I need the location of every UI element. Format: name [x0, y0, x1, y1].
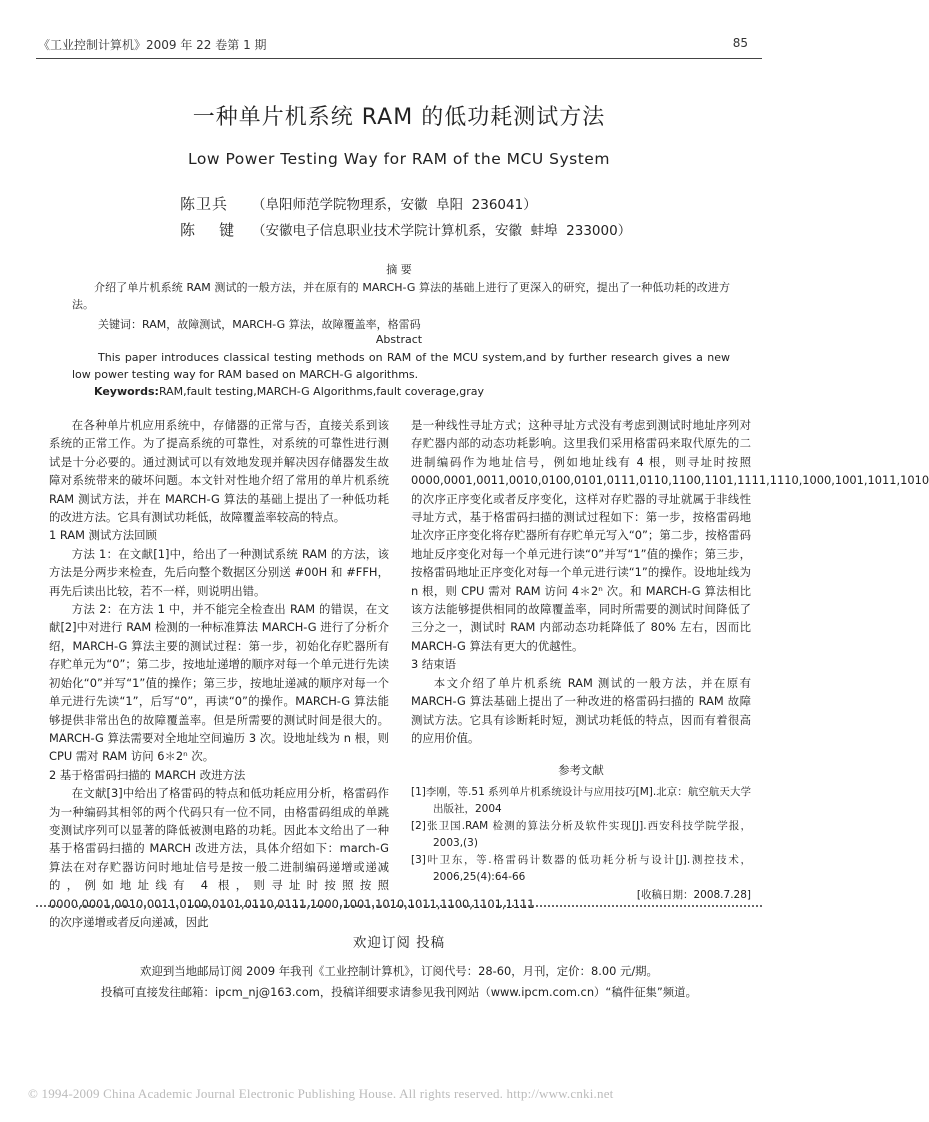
title-cn: 一种单片机系统 RAM 的低功耗测试方法	[192, 105, 606, 130]
author-1	[180, 193, 537, 214]
author-name: 陈 键	[180, 221, 236, 239]
keywords-cn-value: RAM，故障测试，MARCH-G 算法，故障覆盖率，格雷码	[142, 318, 421, 331]
promo-submit: 投稿可直接发往邮箱：ipcm_nj@163.com，投稿详细要求请参见我刊网站（www.ipcm.com.cn）“稿件征集”频道。	[101, 985, 697, 999]
page-number: 85	[732, 36, 748, 50]
keywords-cn	[72, 316, 730, 333]
keywords-en	[72, 383, 730, 400]
paragraph: 在文献[3]中给出了格雷码的特点和低功耗应用分析，格雷码作为一种编码其相邻的两个代码只有一位不同，由格雷码组成的单跳变测试序列可以显著的降低被测电路的功耗。因此本文给出了一种基于格雷码扫描的 MARCH 改进方法，具体介绍如下：march-G 算法在对存贮器访问时地址信号是按一般二进制编码递增或递减的，例如地址线有 4 根，则寻址时按照按照 0000,0001,0010,0011,0100,0101,0110,0111,1000,1001,1010,1011,1100,1101,1111 的次序递增或者反向递减，因此	[49, 786, 535, 929]
header-rule	[36, 58, 762, 59]
paragraph: 方法 1：在文献[1]中，给出了一种测试系统 RAM 的方法，该方法是分两步来检查，先后向整个数据区分别送 #00H 和 #FFH，再先后读出比较，若不一样，则说明出错。	[49, 546, 389, 598]
section-heading: 1 RAM 测试方法回顾	[49, 528, 157, 543]
paragraph: 方法 2：在方法 1 中，并不能完全检查出 RAM 的错误，在文献[2]中对进行 RAM 检测的一种标准算法 MARCH-G 进行了分析介绍，MARCH-G 算法主要的测试过程：第一步，初始化存贮器所有存贮单元为“0”；第二步，按地址递增的顺序对每一个单元进行先读初始化“0”并写“1”值的操作；第三步，按地址递减的顺序对每一个单元进行先读“1”，后写“0”，再读“0”的操作。MARCH-G 算法能够提供非常出色的故障覆盖率。但是所需要的测试时间是很大的。MARCH-G 算法需要对全地址空间遍历 3 次。设地址线为 n 根，则 CPU 需对 RAM 访问 6＊2ⁿ 次。	[49, 602, 389, 764]
abstract-en-heading: Abstract	[375, 333, 423, 346]
author-affiliation: （安徽电子信息职业技术学院计算机系，安徽 蚌埠 233000）	[252, 223, 632, 239]
reference-item: [3]叶卫东，等.格雷码计数器的低功耗分析与设计[J].测控技术，2006,25(4):64-66	[411, 853, 751, 883]
promo-subscribe: 欢迎到当地邮局订阅 2009 年我刊《工业控制计算机》，订阅代号：28-60，月刊，定价：8.00 元/期。	[140, 964, 658, 978]
abstract-cn-heading: 摘 要	[386, 263, 412, 276]
promo-title: 欢迎订阅 投稿	[352, 935, 446, 951]
keywords-cn-label: 关键词：	[98, 318, 142, 331]
paragraph: 是一种线性寻址方式；这种寻址方式没有考虑到测试时地址序列对存贮器内部的动态功耗影响。这里我们采用格雷码来取代原先的二进制编码作为地址信号，例如地址线有 4 根，则寻址时按照 0000,0001,0011,0010,0100,0101,0111,0110,1100,1101,1111,1110,1000,1001,1011,1010 的次序正序变化或者反序变化，这样对存贮器的寻址就属于非线性寻址方式，基于格雷码扫描的测试过程如下：第一步，按格雷码地址次序正序变化将存贮器所有存贮单元写入“0”；第二步，按格雷码地址反序变化对每一个单元进行读“0”并写“1”值的操作；第三步，按格雷码地址正序变化对每一个单元进行读“1”的操作。设地址线为 n 根，则 CPU 需对 RAM 访问 4＊2ⁿ 次。和 MARCH-G 算法相比该方法能够提供相同的故障覆盖率，同时所需要的测试时间降低了三分之一，测试时 RAM 内部动态功耗降低了 80% 左右，因而比 MARCH-G 算法有更大的优越性。	[411, 418, 929, 653]
paragraph: 在各种单片机应用系统中，存储器的正常与否，直接关系到该系统的正常工作。为了提高系统的可靠性，对系统的可靠性进行测试是十分必要的。通过测试可以有效地发现并解决因存储器发生故障对系统带来的破坏问题。本文针对性地介绍了常用的单片机系统 RAM 测试方法，并在 MARCH-G 算法的基础上提出了一种低功耗的改进方法。它具有测试功耗低，故障覆盖率较高的特点。	[49, 418, 389, 525]
section-heading: 3 结束语	[411, 657, 457, 672]
reference-item: [2]张卫国.RAM 检测的算法分析及软件实现[J].西安科技学院学报，2003,(3)	[411, 819, 751, 849]
abstract-en-text: This paper introduces classical testing methods on RAM of the MCU system,and by further research gives a new low power testing way for RAM based on MARCH-G algorithms.	[72, 351, 730, 381]
paragraph: 本文介绍了单片机系统 RAM 测试的一般方法，并在原有 MARCH-G 算法基础上提出了一种改进的格雷码扫描的 RAM 故障测试方法。它具有诊断耗时短，测试功耗低的特点，因而有着很高的应用价值。	[411, 675, 751, 745]
body-right-column	[411, 416, 929, 904]
dotted-divider	[36, 905, 762, 907]
section-heading: 2 基于格雷码扫描的 MARCH 改进方法	[49, 767, 246, 782]
received-date: [收稿日期：2008.7.28]	[636, 888, 751, 901]
copyright-footer: © 1994-2009 China Academic Journal Electronic Publishing House. All rights reserved. http://www.cnki.net	[28, 1086, 614, 1101]
reference-item: [1]李刚，等.51 系列单片机系统设计与应用技巧[M].北京：航空航天大学出版社，2004	[411, 785, 751, 815]
author-2	[180, 219, 631, 240]
references-title: 参考文献	[558, 763, 604, 778]
author-name: 陈卫兵	[180, 195, 229, 213]
keywords-en-label: Keywords:	[94, 385, 159, 398]
author-affiliation: （阜阳师范学院物理系，安徽 阜阳 236041）	[252, 197, 537, 213]
keywords-en-value: RAM,fault testing,MARCH-G Algorithms,fault coverage,gray	[158, 385, 485, 398]
title-en: Low Power Testing Way for RAM of the MCU System	[188, 150, 610, 168]
abstract-cn-text: 介绍了单片机系统 RAM 测试的一般方法，并在原有的 MARCH-G 算法的基础上进行了更深入的研究，提出了一种低功耗的改进方法。	[72, 281, 730, 311]
journal-header: 《工业控制计算机》2009 年 22 卷第 1 期	[38, 38, 267, 52]
